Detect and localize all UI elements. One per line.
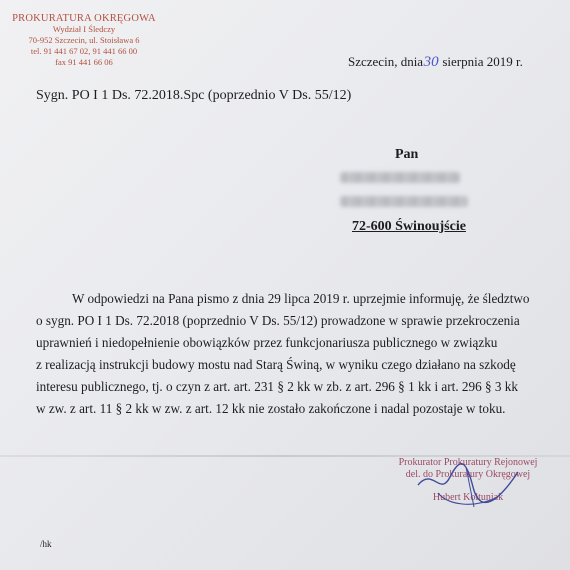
letterhead-address: 70-952 Szczecin, ul. Stoisława 6 — [28, 35, 140, 45]
body-line: z realizacją instrukcji budowy mostu nad Starą Świną, w wyniku czego działano na szkodę — [36, 357, 516, 372]
date-prefix: Szczecin, dnia — [348, 54, 424, 69]
letterhead-organization: PROKURATURA OKRĘGOWA — [12, 13, 156, 24]
date-day-handwritten: 30 — [423, 54, 439, 70]
signature-title-line1: Prokurator Prokuratury Rejonowej — [398, 457, 538, 468]
date-suffix: sierpnia 2019 r. — [442, 54, 523, 69]
letterhead-fax: fax 91 441 66 06 — [55, 57, 113, 67]
redacted-recipient-address — [340, 196, 468, 207]
footer-initials: /hk — [40, 539, 52, 549]
letterhead-stamp — [4, 13, 164, 68]
signature-title-line2: del. do Prokuratury Okręgowej — [405, 469, 531, 480]
letterhead-phone: tel. 91 441 67 02, 91 441 66 00 — [30, 46, 138, 56]
recipient-city: 72-600 Świnoujście — [352, 219, 466, 234]
letterhead-department: Wydział I Śledczy — [52, 24, 116, 34]
redacted-recipient-name — [340, 172, 460, 183]
letter-date — [348, 54, 523, 71]
recipient-salutation: Pan — [395, 147, 419, 162]
body-line: W odpowiedzi na Pana pismo z dnia 29 lipca 2019 r. uprzejmie informuję, że śledztwo — [72, 291, 530, 306]
handwritten-signature-icon — [378, 447, 558, 517]
signature-name: Hubert Kołtuniak — [432, 492, 504, 503]
letter-body — [36, 288, 548, 420]
case-reference: Sygn. PO I 1 Ds. 72.2018.Spc (poprzednio V Ds. 55/12) — [36, 88, 352, 103]
body-line: interesu publicznego, tj. o czyn z art. art. 231 § 2 kk w zb. z art. 296 § 1 kk i art. 296 § 3 kk — [36, 379, 518, 394]
signature-stamp — [378, 457, 558, 504]
body-line: o sygn. PO I 1 Ds. 72.2018 (poprzednio V Ds. 55/12) prowadzone w sprawie przekroczenia — [36, 313, 520, 328]
body-line: w zw. z art. 11 § 2 kk w zw. z art. 12 kk nie zostało zakończone i nadal pozostaje w toku. — [36, 401, 506, 416]
body-line: uprawnień i niedopełnienie obowiązków przez funkcjonariusza publicznego w związku — [36, 335, 498, 350]
